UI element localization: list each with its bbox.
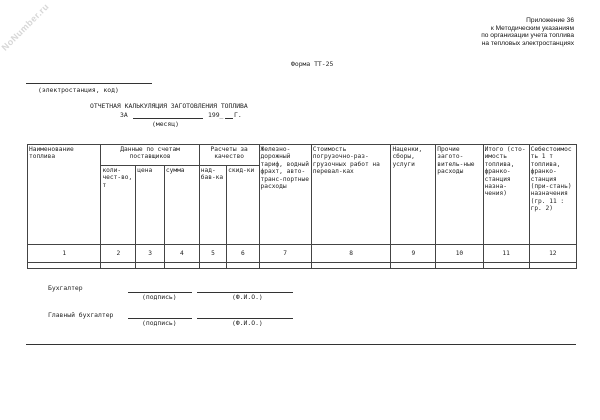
period-year: 199_ xyxy=(208,111,224,119)
header-total: Итого (сто-имость топлива, франко-станция назна-чения) xyxy=(483,145,529,245)
year-field-line xyxy=(225,118,233,119)
column-number: 3 xyxy=(136,245,165,263)
data-cell[interactable] xyxy=(164,263,199,269)
header-row-1 xyxy=(28,145,577,166)
data-cell[interactable] xyxy=(483,263,529,269)
appendix-note xyxy=(481,17,574,47)
data-cell[interactable] xyxy=(199,263,226,269)
column-number: 1 xyxy=(28,245,101,263)
header-rail: Железно-дорожный тариф, водный фрахт, авто-транс-портные расходы xyxy=(259,145,311,245)
chief-signature-caption: (подпись) xyxy=(142,319,177,327)
month-caption: (месяц) xyxy=(152,120,179,128)
accountant-label: Бухгалтер xyxy=(48,284,83,292)
data-cell[interactable] xyxy=(311,263,391,269)
data-cell[interactable] xyxy=(227,263,259,269)
data-cell[interactable] xyxy=(136,263,165,269)
header-cost: Себестоимость 1 т топлива, франко-станция (при-стань) назначения (гр. 11 : гр. 2) xyxy=(529,145,576,245)
column-number: 9 xyxy=(391,245,436,263)
document-title: ОТЧЕТНАЯ КАЛЬКУЛЯЦИЯ ЗАГОТОВЛЕНИЯ ТОПЛИВА xyxy=(90,102,248,110)
header-markups: Наценки, сборы, услуги xyxy=(391,145,436,245)
column-number: 7 xyxy=(259,245,311,263)
column-number-row xyxy=(28,245,577,263)
accountant-name-caption: (Ф.И.О.) xyxy=(232,293,263,301)
data-cell[interactable] xyxy=(28,263,101,269)
column-number: 4 xyxy=(164,245,199,263)
appendix-line-1: Приложение 36 xyxy=(526,17,574,24)
column-number: 10 xyxy=(436,245,483,263)
data-cell[interactable] xyxy=(529,263,576,269)
accountant-signature-caption: (подпись) xyxy=(142,293,177,301)
month-field-line xyxy=(133,118,203,119)
header-discount: скид-ки xyxy=(227,166,259,245)
chief-accountant-label: Главный бухгалтер xyxy=(48,311,114,319)
header-suppliers: Данные по счетам поставщиков xyxy=(101,145,199,166)
header-unloading: Стоимость погрузочно-раз-грузочных работ на перевал-ках xyxy=(311,145,391,245)
data-cell[interactable] xyxy=(391,263,436,269)
column-number: 11 xyxy=(483,245,529,263)
calculation-table xyxy=(27,144,577,269)
period-prefix: ЗА xyxy=(120,111,128,119)
column-number: 8 xyxy=(311,245,391,263)
appendix-line-3: по организации учета топлива xyxy=(481,32,574,40)
header-other: Прочие загото-витель-ные расходы xyxy=(436,145,483,245)
watermark: NoNumber.ru xyxy=(0,1,51,53)
appendix-line-2: к Методическим указаниям xyxy=(490,24,574,32)
data-row xyxy=(28,263,577,269)
period-suffix: Г. xyxy=(234,111,242,119)
data-cell[interactable] xyxy=(101,263,136,269)
form-label: Форма ТТ-25 xyxy=(291,60,334,68)
column-number: 5 xyxy=(199,245,226,263)
chief-name-caption: (Ф.И.О.) xyxy=(232,319,263,327)
data-cell[interactable] xyxy=(436,263,483,269)
header-price: цена xyxy=(136,166,165,245)
column-number: 6 xyxy=(227,245,259,263)
header-quality: Расчеты за качество xyxy=(199,145,259,166)
bottom-divider xyxy=(26,344,576,345)
appendix-line-4: на тепловых электростанциях xyxy=(481,39,574,47)
station-field-line xyxy=(26,83,152,84)
data-cell[interactable] xyxy=(259,263,311,269)
column-number: 12 xyxy=(529,245,576,263)
station-caption: (электростанция, код) xyxy=(38,86,119,94)
column-number: 2 xyxy=(101,245,136,263)
header-amount: сумма xyxy=(164,166,199,245)
header-surcharge: над-бав-ка xyxy=(199,166,226,245)
header-quantity: коли-чест-во, т xyxy=(101,166,136,245)
header-name: Наименование топлива xyxy=(28,145,101,245)
